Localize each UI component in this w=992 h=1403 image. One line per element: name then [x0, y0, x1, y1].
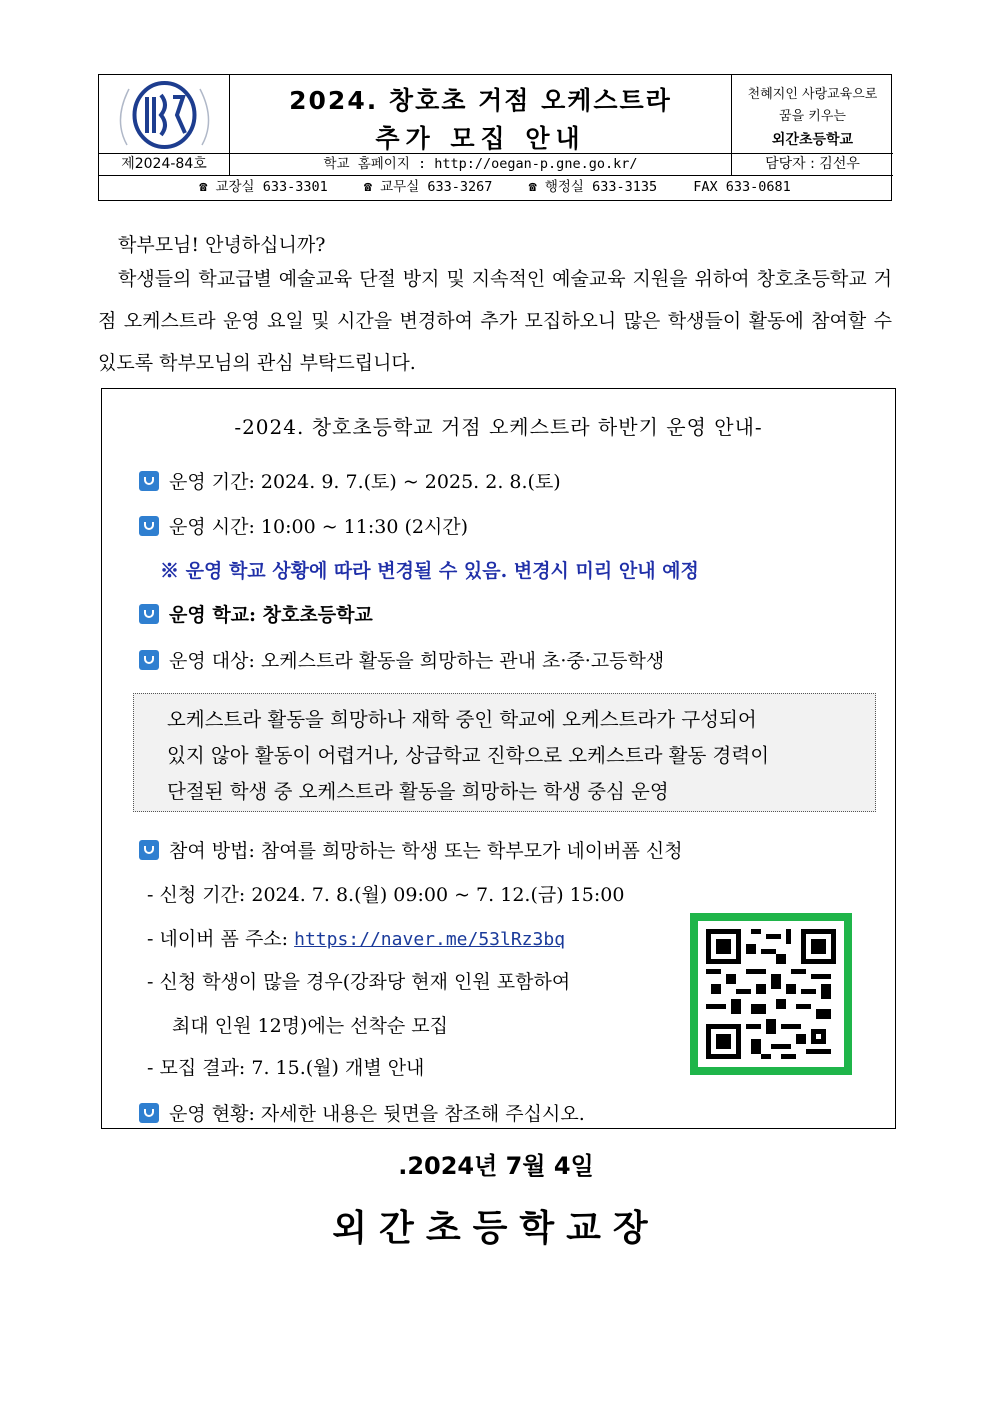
method-text: 참여 방법: 참여를 희망하는 학생 또는 학부모가 네이버폼 신청 — [169, 840, 683, 862]
item-target — [139, 646, 664, 673]
bullet-icon — [139, 604, 159, 624]
bullet-icon — [139, 471, 159, 491]
manager-name: 담당자 : 김선우 — [732, 154, 893, 176]
notice-text: ※ 운영 학교 상황에 따라 변경될 수 있음. 변경시 미리 안내 예정 — [160, 560, 699, 582]
period-text: 운영 기간: 2024. 9. 7.(토) ~ 2025. 2. 8.(토) — [169, 471, 561, 493]
motto-line-3: 외간초등학교 — [771, 132, 854, 148]
document-title — [230, 75, 732, 154]
motto-line-1: 천혜지인 사랑교육으로 — [747, 87, 878, 102]
bullet-icon — [139, 650, 159, 670]
form-link[interactable]: https://naver.me/53lRz3bq — [294, 929, 566, 950]
result-text: - 모집 결과: 7. 15.(월) 개별 안내 — [147, 1057, 425, 1079]
school-logo — [99, 75, 230, 154]
intro-paragraph: 학생들의 학교급별 예술교육 단절 방지 및 지속적인 예술교육 지원을 위하여 창호초등학교 거점 오케스트라 운영 요일 및 시간을 변경하여 추가 모집하오니 많은 학생들이 활동에 참여할 수 있도록 학부모님의 관심 부탁드립니다. — [98, 268, 892, 374]
contact-academic: ☎ 교무실 633-3267 — [363, 179, 493, 195]
item-period — [139, 467, 561, 494]
form-label: - 네이버 폼 주소: — [147, 928, 295, 950]
bullet-icon — [139, 840, 159, 860]
target-detail-box — [133, 693, 876, 812]
item-time — [139, 512, 468, 539]
school-motto — [732, 75, 893, 154]
time-text: 운영 시간: 10:00 ~ 11:30 (2시간) — [169, 516, 469, 538]
many-applicants-line-1: - 신청 학생이 많을 경우(강좌당 현재 인원 포함하여 — [147, 971, 571, 993]
letterhead-table — [98, 74, 892, 201]
target-text: 운영 대상: 오케스트라 활동을 희망하는 관내 초·중·고등학생 — [169, 650, 665, 672]
bullet-icon — [139, 516, 159, 536]
item-school — [139, 600, 373, 627]
many-applicants-line-2: 최대 인원 12명)에는 선착순 모집 — [172, 1015, 448, 1037]
school-homepage: 학교 홈페이지 : http://oegan-p.gne.go.kr/ — [230, 154, 732, 176]
contact-principal: ☎ 교장실 633-3301 — [199, 179, 328, 195]
principal-signature: 외간초등학교장 — [332, 1208, 660, 1249]
motto-line-2: 꿈을 키우는 — [779, 109, 846, 124]
qr-code[interactable] — [690, 913, 852, 1075]
form-address — [147, 924, 565, 951]
info-box — [101, 388, 896, 1129]
greeting: 학부모님! 안녕하십니까? — [118, 234, 326, 256]
title-line-1: 2024. 창호초 거점 오케스트라 — [289, 86, 672, 115]
title-line-2: 추가 모집 안내 — [375, 124, 586, 153]
document-number: 제2024-84호 — [99, 154, 230, 176]
bullet-icon — [139, 1103, 159, 1123]
status-text: 운영 현황: 자세한 내용은 뒷면을 참조해 주십시오. — [169, 1103, 585, 1125]
detail-line-2: 있지 않아 활동이 어렵거나, 상급학교 진학으로 오케스트라 활동 경력이 — [167, 744, 770, 767]
issue-date: .2024년 7월 4일 — [398, 1152, 594, 1180]
contact-admin: ☎ 행정실 633-3135 — [528, 179, 658, 195]
contact-fax: FAX 633-0681 — [693, 179, 791, 195]
detail-line-1: 오케스트라 활동을 희망하나 재학 중인 학교에 오케스트라가 구성되어 — [167, 708, 757, 731]
detail-line-3: 단절된 학생 중 오케스트라 활동을 희망하는 학생 중심 운영 — [167, 780, 669, 803]
box-title: -2024. 창호초등학교 거점 오케스트라 하반기 운영 안내- — [234, 415, 763, 439]
item-method — [139, 836, 683, 863]
contact-row — [99, 176, 891, 200]
school-text: 운영 학교: 창호초등학교 — [169, 604, 373, 626]
item-status — [139, 1099, 585, 1126]
apply-period: - 신청 기간: 2024. 7. 8.(월) 09:00 ~ 7. 12.(금) 15:00 — [147, 884, 625, 906]
